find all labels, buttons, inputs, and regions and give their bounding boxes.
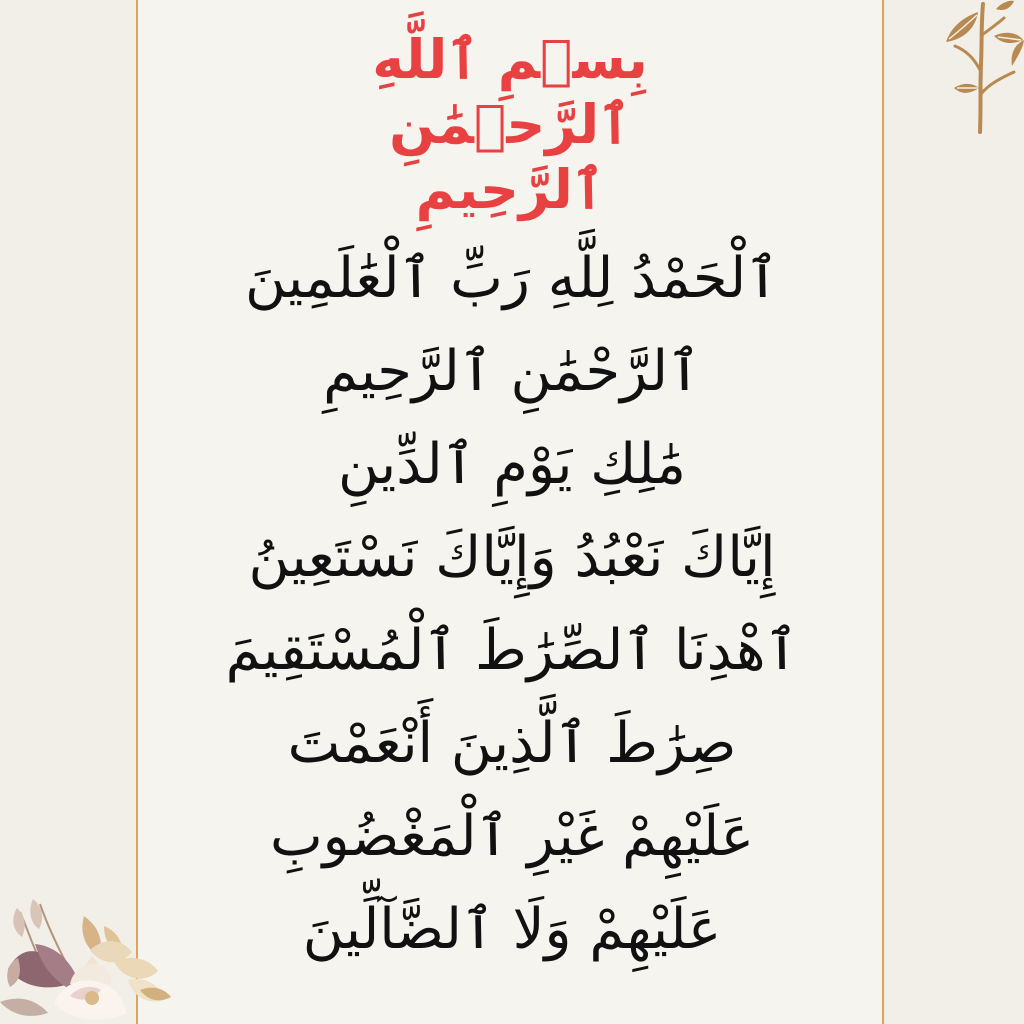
basmala-text: بِسۡمِ ٱللَّهِ ٱلرَّحۡمَٰنِ ٱلرَّحِيمِ <box>372 28 648 221</box>
verse-line: عَلَيْهِمْ غَيْرِ ٱلْمَغْضُوبِ <box>269 804 755 869</box>
leaf-branch-icon <box>932 0 1024 135</box>
verse-line: إِيَّاكَ نَعْبُدُ وَإِيَّاكَ نَسْتَعِينُ <box>248 525 776 590</box>
verse-line: مَٰلِكِ يَوْمِ ٱلدِّينِ <box>337 432 686 497</box>
verse-line: ٱهْدِنَا ٱلصِّرَٰطَ ٱلْمُسْتَقِيمَ <box>225 618 799 683</box>
verse-line: ٱلرَّحْمَٰنِ ٱلرَّحِيمِ <box>323 339 701 404</box>
flower-bouquet-icon <box>0 892 190 1024</box>
verse-list <box>140 232 884 976</box>
verse-line: صِرَٰطَ ٱلَّذِينَ أَنْعَمْتَ <box>287 711 737 776</box>
basmala-heading <box>300 10 720 221</box>
verse-line: عَلَيْهِمْ وَلَا ٱلضَّآلِّينَ <box>302 897 722 962</box>
verse-line: ٱلْحَمْدُ لِلَّهِ رَبِّ ٱلْعَٰلَمِينَ <box>245 246 779 311</box>
